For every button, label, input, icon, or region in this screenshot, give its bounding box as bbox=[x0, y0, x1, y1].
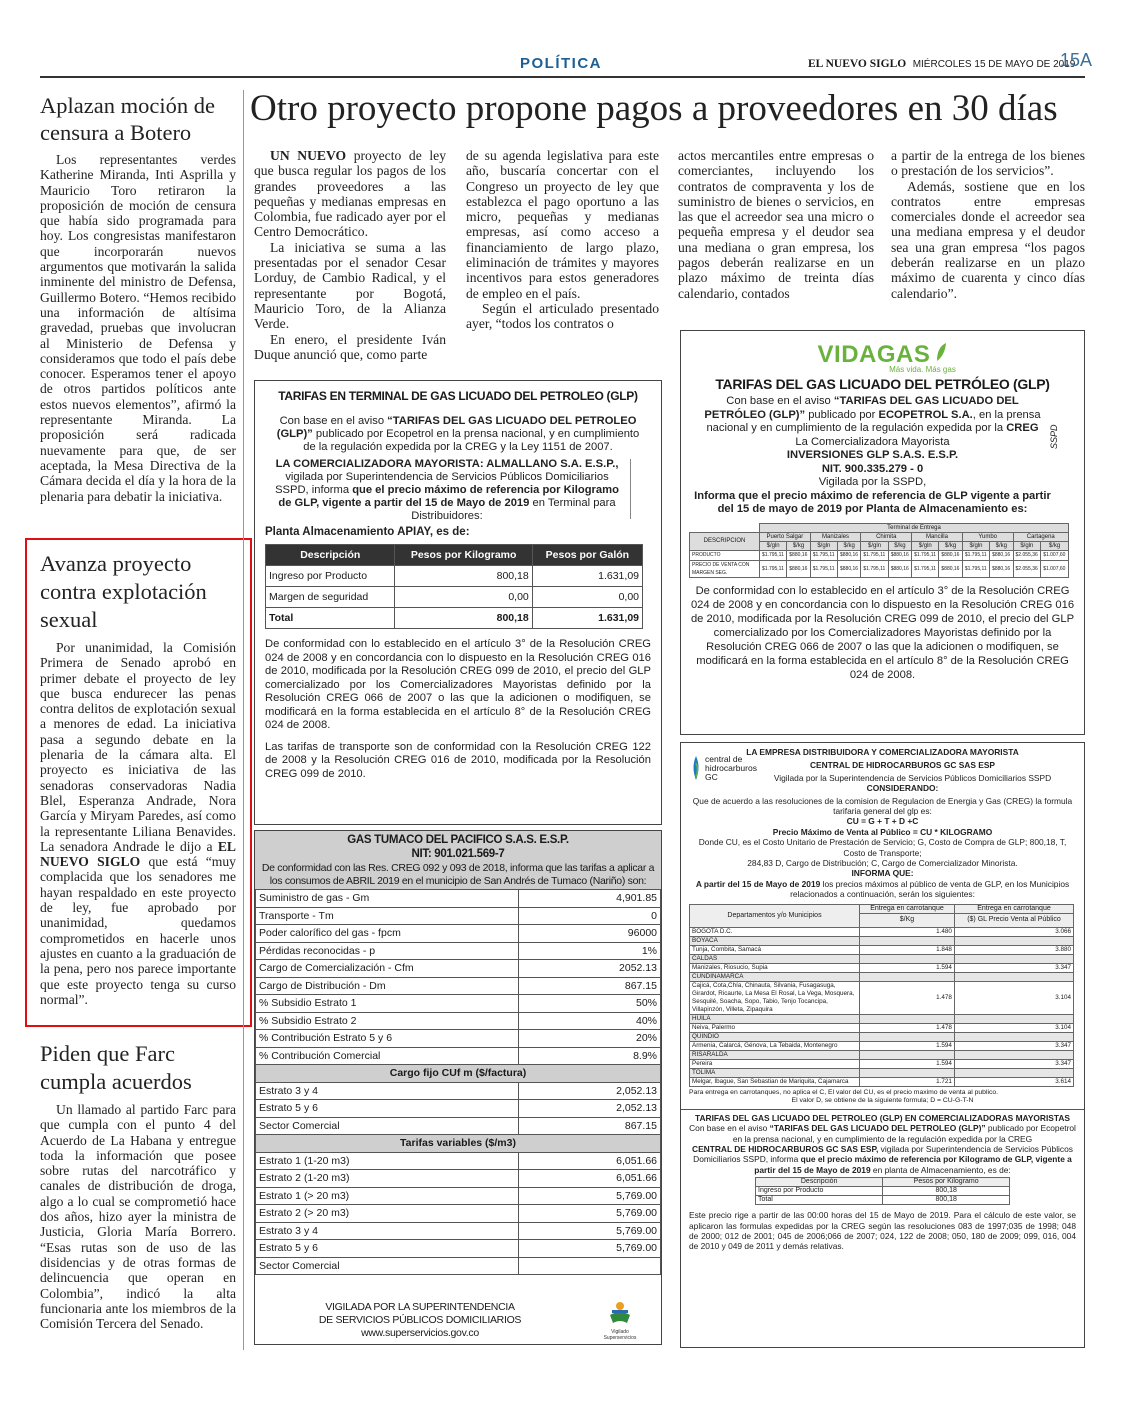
table-row bbox=[256, 1030, 661, 1048]
unit-header: $/gln bbox=[861, 541, 888, 550]
hidrocarburos-logo: central de hidrocarburos GC bbox=[689, 755, 769, 782]
drop-icon bbox=[689, 755, 703, 781]
vidagas-logo: VIDAGAS bbox=[689, 341, 1076, 369]
table-cell: Suministro de gas - Gm bbox=[256, 890, 519, 908]
ad-vidagas bbox=[680, 330, 1085, 735]
table-cell: $880,16 bbox=[939, 560, 962, 577]
max-price: Precio Máximo de Venta al Público = CU * KILOGRAMO bbox=[772, 826, 993, 837]
main-col-1: UN NUEVO proyecto de ley que busca regular los pagos de los grandes proveedores a las pequeñas y medianas empresas en Colombia, fue radicado ayer por el Centro Democrático. La iniciativa se suma a las presentadas por el senador Cesar Lorduy, de Cambio Radical, y el representante por Bogotá, Mauricio Toro, de la Alianza Verde. En enero, el presidente Iván Duque anunció que, como parte bbox=[254, 148, 446, 362]
ad-intro: Con base en el aviso “TARIFAS DEL GAS LICUADO DEL PETRÓLEO (GLP)” publicado por ECOPETROL S.A., en la prensa nacional y en cumplimiento de la regulación expedida por la CREG bbox=[704, 395, 1041, 434]
table-row bbox=[256, 1100, 661, 1118]
ad-legal-2: Las tarifas de transporte son de conformidad con la Resolución CREG 122 de 2008 y la Resolución CREG 016 de 2010, modificada por la Resolución CREG 099 de 2010. bbox=[265, 740, 651, 780]
table-cell: Estrato 3 y 4 bbox=[256, 1082, 519, 1100]
header-dateline bbox=[808, 57, 1075, 70]
table-cell: Poder calorífico del gas - fpcm bbox=[256, 925, 519, 943]
table-row: Total 800,18 1.631,09 bbox=[266, 608, 643, 629]
table-cell: $1.795,11 bbox=[760, 550, 787, 560]
brief-title: Aplazan moción de censura a Botero bbox=[40, 93, 215, 145]
leaf-icon bbox=[935, 341, 947, 363]
table-cell: Melgar, Ibague, San Sebastian de Mariquita, Cajamarca bbox=[690, 1077, 860, 1086]
table-row bbox=[690, 927, 1074, 936]
table-cell: BOYACA bbox=[690, 936, 860, 945]
col-header: Departamentos y/o Municipios bbox=[690, 904, 860, 927]
reference-price-table bbox=[755, 1177, 1010, 1205]
table-cell: 800,18 bbox=[883, 1187, 1010, 1196]
table-header bbox=[690, 523, 1069, 532]
table-row bbox=[690, 1059, 1074, 1068]
table-cell: Transporte - Tm bbox=[256, 907, 519, 925]
col-header: Entrega en carrotanque bbox=[954, 904, 1073, 913]
table-row bbox=[690, 1023, 1074, 1032]
table-row bbox=[256, 942, 661, 960]
table-cell: 3.880 bbox=[954, 945, 1073, 954]
table-cell: Neiva, Palermo bbox=[690, 1023, 860, 1032]
main-headline: Otro proyecto propone pagos a proveedores en 30 días bbox=[250, 88, 1058, 129]
table-cell: Cargo de Comercialización - Cfm bbox=[256, 960, 519, 978]
table-row bbox=[690, 981, 1074, 1014]
table-cell: 1.594 bbox=[860, 963, 955, 972]
table-row bbox=[690, 1050, 1074, 1059]
table-row bbox=[256, 960, 661, 978]
table-cell: Manizales, Riosucio, Supia bbox=[690, 963, 860, 972]
table-cell: $1.795,11 bbox=[760, 560, 787, 577]
unit-header: $/gln bbox=[760, 541, 787, 550]
section-intro: Con base en el aviso “TARIFAS DEL GAS LICUADO DEL PETROLEO (GLP)” publicado por Ecopetrol en la prensa nacional, y en cumplimiento de la regulación expedida por la CREG bbox=[689, 1123, 1076, 1144]
formula-intro: Que de acuerdo a las resoluciones de la comision de Regulacion de Energia y Gas (CREG) la formula tarifaria general del glp es: bbox=[692, 795, 1073, 817]
table-row bbox=[756, 1187, 1010, 1196]
table-row bbox=[256, 1152, 661, 1170]
table-row: Margen de seguridad 0,00 0,00 bbox=[266, 587, 643, 608]
formula: CU = G + T + D +C bbox=[846, 816, 919, 827]
table-cell: QUINDIO bbox=[690, 1032, 860, 1041]
brief-title: Piden que Farc cumpla acuerdos bbox=[40, 1041, 192, 1094]
table-cell: 8.9% bbox=[519, 1047, 661, 1065]
brief-farc bbox=[40, 1040, 236, 1331]
table-cell: Estrato 1 (1-20 m3) bbox=[256, 1152, 519, 1170]
ad-nit: NIT: 901.021.569-7 bbox=[411, 848, 505, 860]
ad-title: GAS TUMACO DEL PACIFICO S.A.S. E.S.P. bbox=[347, 834, 569, 846]
table-row bbox=[256, 925, 661, 943]
table-row bbox=[256, 1240, 661, 1258]
table-cell bbox=[954, 1032, 1073, 1041]
unit-header: $/gln bbox=[810, 541, 837, 550]
table-cell bbox=[954, 936, 1073, 945]
table-cell: % Subsidio Estrato 2 bbox=[256, 1012, 519, 1030]
table-cell: 867.15 bbox=[519, 1117, 661, 1135]
table-cell: $1.795,11 bbox=[912, 560, 939, 577]
table-cell bbox=[860, 972, 955, 981]
table-cell: 1.480 bbox=[860, 927, 955, 936]
terminal-header: Mancilla bbox=[912, 532, 963, 541]
table-cell: CUNDINAMARCA bbox=[690, 972, 860, 981]
blank-cell bbox=[690, 523, 760, 532]
terminal-header: Chimita bbox=[861, 532, 912, 541]
table-row bbox=[690, 954, 1074, 963]
table-cell: 96000 bbox=[519, 925, 661, 943]
table-row bbox=[256, 995, 661, 1013]
ad-header-3: Vigilada por la Superintendencia de Servicios Públicos Domiciliarios SSPD bbox=[773, 772, 1052, 783]
vidagas-tagline: Más vida. Más gas bbox=[889, 365, 956, 374]
ad-header bbox=[255, 831, 661, 889]
table-cell: 6,051.66 bbox=[519, 1170, 661, 1188]
table-row bbox=[690, 936, 1074, 945]
table-cell bbox=[860, 1050, 955, 1059]
table-cell: Ingreso por Producto bbox=[756, 1187, 883, 1196]
ad-gas-tumaco bbox=[254, 830, 662, 1345]
table-cell: Cajicá, Cota,Chía, Chinauta, Silvania, Fusagasuga, Girardot, Ricaurte, La Mesa El Rosal, La Vega, Mosquera, Sesquilé, Soacha, Sopo, Tabio, Tenjo Tocancipa, Villapinzón, Villeta, Zipaquira bbox=[690, 981, 860, 1014]
table-cell: 5,769.00 bbox=[519, 1240, 661, 1258]
ad-intro: De conformidad con las Res. CREG 092 y 093 de 2018, informa que las tarifas a aplicar a los consumos de ABRIL 2019 en el municipio de San Andrés de Tumaco (Nariño) son: bbox=[261, 862, 655, 887]
main-col-3: actos mercantiles entre empresas o comerciantes, incluyendo los contratos de compraventa y los de suministro de bienes o servicios, en las que el acreedor sea una micro o pequeña empresa y el deudor sea una mediana o gran empresa, los pagos deberán realizarse en un plazo máximo de treinta días calendario, contados bbox=[678, 148, 874, 301]
table-cell: $1.795,11 bbox=[810, 550, 837, 560]
unit-header: $/kg bbox=[939, 541, 962, 550]
table-note: Para entrega en carrotanques, no aplica el C, El valor del CU, es el precio maximo de venta al publico. bbox=[689, 1088, 999, 1096]
table-cell: Tunja, Combita, Samacá bbox=[690, 945, 860, 954]
section-title: TARIFAS DEL GAS LICUADO DEL PETROLEO (GLP) EN COMERCIALIZADORAS MAYORISTAS bbox=[694, 1112, 1071, 1123]
paper-name: EL NUEVO SIGLO bbox=[808, 58, 907, 70]
brief-botero bbox=[40, 92, 236, 504]
plant-label: Planta Almacenamiento APIAY, es de: bbox=[265, 526, 470, 538]
subheader-cell: Tarifas variables ($/m3) bbox=[256, 1135, 661, 1153]
table-cell bbox=[860, 1032, 955, 1041]
table-cell: 5,769.00 bbox=[519, 1222, 661, 1240]
table-cell bbox=[954, 1014, 1073, 1023]
table-row bbox=[756, 1196, 1010, 1205]
table-row bbox=[690, 1068, 1074, 1077]
unit-header: $/gln bbox=[1013, 541, 1041, 550]
table-row bbox=[256, 890, 661, 908]
table-cell: 3.347 bbox=[954, 1059, 1073, 1068]
table-cell bbox=[860, 1068, 955, 1077]
table-cell: $880,16 bbox=[990, 550, 1013, 560]
table-cell bbox=[954, 1050, 1073, 1059]
table-cell: Estrato 1 (> 20 m3) bbox=[256, 1187, 519, 1205]
section-label: POLÍTICA bbox=[520, 55, 602, 72]
header-rule bbox=[40, 76, 1085, 78]
table-header bbox=[690, 532, 1069, 541]
table-cell: Pérdidas reconocidas - p bbox=[256, 942, 519, 960]
table-row: Ingreso por Producto 800,18 1.631,09 bbox=[266, 566, 643, 587]
table-cell: CALDAS bbox=[690, 954, 860, 963]
table-cell: BOGOTA D.C. bbox=[690, 927, 860, 936]
ad-legal: De conformidad con lo establecido en el artículo 3° de la Resolución CREG 024 de 2008 y en concordancia con lo dispuesto en la Resolución CREG 016 de 2010, modificada por la Resolución CREG 099 de 2010, el precio del GLP comercializado por los Comercializadores Mayoristas definido por la Resolución CREG 066 de 2007 o las que la adicionen o modifiquen, se modificará en la forma establecida en el artículo 8° de la Resolución CREG 024 de 2008. bbox=[690, 584, 1075, 681]
col-header: ($) GL Precio Venta al Público bbox=[954, 913, 1073, 927]
table-cell bbox=[519, 1257, 661, 1275]
table-cell bbox=[860, 936, 955, 945]
table-cell: $880,16 bbox=[837, 560, 860, 577]
col-header: $/Kg bbox=[860, 913, 955, 927]
sspd-mark bbox=[630, 459, 644, 519]
table-cell: % Contribución Estrato 5 y 6 bbox=[256, 1030, 519, 1048]
table-row bbox=[256, 1047, 661, 1065]
table-cell: 3.066 bbox=[954, 927, 1073, 936]
table-cell: Estrato 2 (1-20 m3) bbox=[256, 1170, 519, 1188]
table-cell: $880,16 bbox=[787, 560, 810, 577]
table-cell: Total bbox=[756, 1196, 883, 1205]
main-col-2: de su agenda legislativa para este año, buscaría concertar con el Congreso un proyecto de ley que establezca el pago oportuno a las micro, pequeñas y medianas empresas, así como acceso a financiamiento de largo plazo, eliminación de trámites y mayores incentivos para estos generadores de empleo en el país. Según el articulado presentado ayer, “todos los contratos o bbox=[466, 148, 659, 332]
table-cell: TOLIMA bbox=[690, 1068, 860, 1077]
table-cell: 50% bbox=[519, 995, 661, 1013]
informa: INFORMA QUE: bbox=[851, 868, 914, 879]
table-cell: $880,16 bbox=[990, 560, 1013, 577]
table-cell: 1.721 bbox=[860, 1077, 955, 1086]
table-cell: $2.055,36 bbox=[1013, 550, 1041, 560]
table-row bbox=[256, 1012, 661, 1030]
table-cell bbox=[860, 954, 955, 963]
table-row bbox=[690, 1014, 1074, 1023]
table-cell: $880,16 bbox=[888, 550, 911, 560]
table-cell: $1.795,11 bbox=[962, 550, 989, 560]
unit-header: $/gln bbox=[962, 541, 989, 550]
table-cell: $880,16 bbox=[837, 550, 860, 560]
section-company: CENTRAL DE HIDROCARBUROS GC SAS ESP, vigilada por Superintendencia de Servicios Públicos Domiciliarios SSPD, informa que el precio máximo de referencia por Kilogramo de GLP, vigente a partir del 15 de Mayo de 2019 en planta de Almacenamiento, es de: bbox=[692, 1143, 1073, 1175]
table-cell: $880,16 bbox=[939, 550, 962, 560]
table-cell: Estrato 5 y 6 bbox=[256, 1100, 519, 1118]
subheader-cell: Cargo fijo CUf m ($/factura) bbox=[256, 1065, 661, 1083]
table-header bbox=[690, 904, 1074, 913]
table-row bbox=[690, 550, 1069, 560]
table-cell: 4,901.85 bbox=[519, 890, 661, 908]
table-cell: PRODUCTO bbox=[690, 550, 760, 560]
table-cell: $880,16 bbox=[888, 560, 911, 577]
table-cell: RISARALDA bbox=[690, 1050, 860, 1059]
table-cell: $1.795,11 bbox=[861, 550, 888, 560]
table-cell bbox=[954, 972, 1073, 981]
table-row bbox=[256, 1117, 661, 1135]
brief-title: Avanza proyecto contra explotación sexual bbox=[40, 551, 207, 632]
superservicios-logo: Vigilado Superservicios bbox=[595, 1301, 645, 1341]
table-row bbox=[690, 1077, 1074, 1086]
terminal-table bbox=[689, 523, 1069, 578]
column-divider bbox=[243, 90, 244, 1350]
table-cell: $1.007,60 bbox=[1041, 560, 1069, 577]
definitions: Donde CU, es el Costo Unitario de Prestación de Servicio; G, Costo de Compra de GLP; 800,18, T, Costo de Transporte; bbox=[698, 837, 1067, 858]
table-cell: $1.795,11 bbox=[912, 550, 939, 560]
table-cell: Armenia, Calarcá, Génova, La Tebaida, Montenegro bbox=[690, 1041, 860, 1050]
municipal-table bbox=[689, 904, 1074, 1087]
col-header: Descripción bbox=[756, 1178, 883, 1187]
unit-header: $/kg bbox=[837, 541, 860, 550]
ad-header-4: CONSIDERANDO: bbox=[866, 783, 939, 794]
table-cell: $1.007,60 bbox=[1041, 550, 1069, 560]
definitions-2: 284,83 D, Cargo de Distribución; C, Cargo de Comercializador Minorista. bbox=[747, 858, 1018, 869]
table-cell: 3.104 bbox=[954, 981, 1073, 1014]
ad-intro: Con base en el aviso “TARIFAS DEL GAS LICUADO DEL PETROLEO (GLP)” publicado por Ecopetrol en la prensa nacional, y en cumplimiento de la regulación expedida por la CREG y la Ley 1151 de 2007. bbox=[276, 415, 640, 453]
table-row bbox=[256, 1257, 661, 1275]
table-row bbox=[256, 977, 661, 995]
ad-header-2: CENTRAL DE HIDROCARBUROS GC SAS ESP bbox=[809, 760, 996, 771]
table-cell: HUILA bbox=[690, 1014, 860, 1023]
col-header: Entrega en carrotanque bbox=[860, 904, 955, 913]
table-row bbox=[690, 1032, 1074, 1041]
table-cell: 0 bbox=[519, 907, 661, 925]
table-cell: 1.478 bbox=[860, 1023, 955, 1032]
table-cell: % Subsidio Estrato 1 bbox=[256, 995, 519, 1013]
table-cell: $1.795,11 bbox=[810, 560, 837, 577]
table-cell: $1.795,11 bbox=[861, 560, 888, 577]
col-header: Pesos por Kilogramo bbox=[883, 1178, 1010, 1187]
page-number: 15A bbox=[1060, 50, 1093, 70]
sspd-mark: SSPD bbox=[1049, 424, 1059, 449]
table-cell: % Contribución Comercial bbox=[256, 1047, 519, 1065]
unit-header: $/kg bbox=[787, 541, 810, 550]
brief-body: Un llamado al partido Farc para que cumpla con el punto 4 del Acuerdo de La Habana y entregue toda la información que posee sobre rutas del narcotráfico y canales de distribución de droga, algo a lo cual se comprometió hace dos años, hizo ayer la ministra de Justicia, Gloria María Borrero. “Esas rutas son de uso de las disidencias y de otras formas de delincuencia que operan en Colombia”, indicó la alta funcionaria ante los miembros de la Comisión Tercera del Senado. bbox=[40, 1102, 236, 1332]
ad-header-1: LA EMPRESA DISTRIBUIDORA Y COMERCIALIZADORA MAYORISTA bbox=[746, 747, 1019, 757]
ad-hidrocarburos bbox=[680, 742, 1085, 1348]
table-cell: Estrato 5 y 6 bbox=[256, 1240, 519, 1258]
table-row bbox=[690, 963, 1074, 972]
table-cell: 2052.13 bbox=[519, 960, 661, 978]
table-row bbox=[256, 1082, 661, 1100]
table-title: Terminal de Entrega bbox=[760, 523, 1069, 532]
table-row bbox=[690, 945, 1074, 954]
table-cell: 867.15 bbox=[519, 977, 661, 995]
table-cell: 1.848 bbox=[860, 945, 955, 954]
ad-legal: De conformidad con lo establecido en el artículo 3° de la Resolución CREG 024 de 2008 y en concordancia con lo dispuesto en la Resolución CREG 016 de 2010, modificada por la Resolución CREG 099 de 2010, el precio del GLP comercializado por los Comercializadores Mayoristas definido por la Resolución CREG 066 de 2007 o las que la adicionen o modifiquen, se modificará en la forma establecida en el artículo 8° de la Resolución CREG 024 de 2008. bbox=[265, 638, 651, 731]
terminal-header: Yumbo bbox=[962, 532, 1013, 541]
table-row bbox=[690, 1041, 1074, 1050]
price-table bbox=[265, 544, 643, 629]
table-cell: 6,051.66 bbox=[519, 1152, 661, 1170]
unit-header: $/kg bbox=[1041, 541, 1069, 550]
table-cell: 3.347 bbox=[954, 1041, 1073, 1050]
table-cell: $1.795,11 bbox=[962, 560, 989, 577]
section-rule bbox=[681, 1109, 1084, 1110]
superservicios-icon bbox=[607, 1301, 633, 1325]
table-cell: $2.055,36 bbox=[1013, 560, 1041, 577]
table-cell: 5,769.00 bbox=[519, 1205, 661, 1223]
tariff-table bbox=[255, 889, 661, 1275]
terminal-header: Puerto Salgar bbox=[760, 532, 811, 541]
table-header bbox=[756, 1178, 1010, 1187]
brief-body: Por unanimidad, la Comisión Primera de Senado aprobó en primer debate el proyecto de ley que busca endurecer las penas contra delitos de explotación sexual a menores de edad. La iniciativa pasa a segundo debate en la plenaria de la cámara alta. El proyecto es iniciativa de las senadoras conservadoras Nadia Blel, Esperanza Andrade, Nora García y Miryam Paredes, así como la representante Liliana Benavides. La senadora Andrade le dijo a EL NUEVO SIGLO que está “muy complacida que los senadores me hayan respaldado en este proyecto de ley, fue aprobado por unanimidad, quedamos comprometidos en hacerle unos ajustes en cuanto a la graduación de la pena, pero nos parece importante que este proyecto tenga su curso normal”. bbox=[40, 640, 236, 1007]
table-cell: 2,052.13 bbox=[519, 1082, 661, 1100]
table-cell: PRECIO DE VENTA CON MARGEN SEG. bbox=[690, 560, 760, 577]
effective-date: A partir del 15 de Mayo de 2019 los precios máximos al público de venta de GLP, en los Municipios relacionados a continuación, serán los siguientes: bbox=[695, 878, 1070, 900]
main-col-4: a partir de la entrega de los bienes o prestación de los servicios”. Además, sostiene que en los contratos entre empresas comerciales donde el acreedor sea una mediana empresa y el deudor sea una gran empresa “los pagos deberán realizarse en un plazo máximo de cuarenta y cinco días calendario”. bbox=[891, 148, 1085, 301]
table-cell: $880,16 bbox=[787, 550, 810, 560]
table-cell: Estrato 2 (> 20 m3) bbox=[256, 1205, 519, 1223]
subheader-row bbox=[256, 1065, 661, 1083]
table-row bbox=[256, 907, 661, 925]
table-cell: 1% bbox=[519, 942, 661, 960]
table-cell: 5,769.00 bbox=[519, 1187, 661, 1205]
table-row bbox=[690, 972, 1074, 981]
table-cell: 1.594 bbox=[860, 1041, 955, 1050]
table-cell: 3.104 bbox=[954, 1023, 1073, 1032]
table-row bbox=[256, 1187, 661, 1205]
table-cell: 40% bbox=[519, 1012, 661, 1030]
ad-almallano bbox=[254, 380, 662, 825]
ad-footer: VIGILADA POR LA SUPERINTENDENCIA DE SERVICIOS PÚBLICOS DOMICILIARIOS www.superservicios.gov.co bbox=[318, 1301, 522, 1339]
table-cell: 3.614 bbox=[954, 1077, 1073, 1086]
desc-header: DESCRIPCION bbox=[690, 532, 760, 550]
table-cell: 1.478 bbox=[860, 981, 955, 1014]
company-block: La Comercializadora Mayorista INVERSIONES GLP S.A.S. E.S.P. NIT. 900.335.279 - 0 Vigilada por la SSPD, Informa que el precio máximo de referencia de GLP vigente a partir del 15 de mayo de 2019 por Planta de Almacenamiento es: bbox=[694, 435, 1051, 515]
section-footer: Este precio rige a partir de las 00:00 horas del 15 de Mayo de 2019. Para el cálculo de este valor, se aplicaron las formulas expedidas por la CREG según las resoluciones 083 de 1997;035 de 1998; 048 de 2000; 012 de 2001; 045 de 2006;066 de 2007; 024, 122 de 2008; 050, 180 de 2009; 099, 016, 004 de 2010 y 049 de 2011 y demás relativas. bbox=[689, 1210, 1076, 1252]
table-cell: Pereira bbox=[690, 1059, 860, 1068]
table-row bbox=[256, 1205, 661, 1223]
table-row bbox=[256, 1222, 661, 1240]
subheader-row bbox=[256, 1135, 661, 1153]
issue-date: MIÉRCOLES 15 DE MAYO DE 2019 bbox=[912, 59, 1076, 70]
table-cell: Cargo de Distribución - Dm bbox=[256, 977, 519, 995]
table-cell: 3.347 bbox=[954, 963, 1073, 972]
brief-explotacion bbox=[40, 550, 236, 1007]
table-row bbox=[690, 560, 1069, 577]
unit-header: $/kg bbox=[990, 541, 1013, 550]
table-cell: 1.594 bbox=[860, 1059, 955, 1068]
table-cell: 2,052.13 bbox=[519, 1100, 661, 1118]
table-cell: Sector Comercial bbox=[256, 1117, 519, 1135]
terminal-header: Cartagena bbox=[1013, 532, 1068, 541]
ad-company: LA COMERCIALIZADORA MAYORISTA: ALMALLANO S.A. E.S.P., vigilada por Superintendencia de Servicios Públicos Domiciliarios SSPD, informa que el precio máximo de referencia por Kilogramo de GLP, vigente a partir del 15 de Mayo de 2019 en Terminal para Distribuidores: bbox=[275, 458, 619, 522]
table-note-2: El valor D, se obtiene de la siguiente formula; D = CU-G-T-N bbox=[791, 1097, 974, 1105]
table-cell bbox=[954, 1068, 1073, 1077]
table-cell bbox=[860, 1014, 955, 1023]
unit-header: $/gln bbox=[912, 541, 939, 550]
table-row bbox=[256, 1170, 661, 1188]
table-cell: Estrato 3 y 4 bbox=[256, 1222, 519, 1240]
table-cell bbox=[954, 954, 1073, 963]
table-header: Descripción Pesos por Kilogramo Pesos por Galón bbox=[266, 545, 643, 566]
ad-title: TARIFAS DEL GAS LICUADO DEL PETRÓLEO (GLP) bbox=[715, 376, 1050, 392]
table-cell: 20% bbox=[519, 1030, 661, 1048]
table-cell: Sector Comercial bbox=[256, 1257, 519, 1275]
brief-body: Los representantes verdes Katherine Miranda, Inti Asprilla y Mauricio Toro retiraron la proposición de moción de censura que había sido programada para hoy. Los congresistas manifestaron que incorporarán nuevos argumentos que motivarán la salida inminente del ministro de Defensa, Guillermo Botero. “Hemos recibido una información de altísima gravedad, pruebas que involucran al Ministerio de Defensa y consideramos que todo el país debe conocer. Esperamos tener el apoyo de otros partidos políticos ante estos nuevos elementos”, afirmó la representante Miranda. La proposición será radicada nuevamente para que, de ser aceptada, la Mesa Directiva de la Cámara decida el día y la hora de la plenaria para debatir la iniciativa. bbox=[40, 152, 236, 504]
unit-header: $/kg bbox=[888, 541, 911, 550]
page-header bbox=[0, 0, 1125, 80]
table-cell: 800,18 bbox=[883, 1196, 1010, 1205]
ad-title: TARIFAS EN TERMINAL DE GAS LICUADO DEL PETROLEO (GLP) bbox=[278, 389, 638, 403]
terminal-header: Manizales bbox=[810, 532, 861, 541]
